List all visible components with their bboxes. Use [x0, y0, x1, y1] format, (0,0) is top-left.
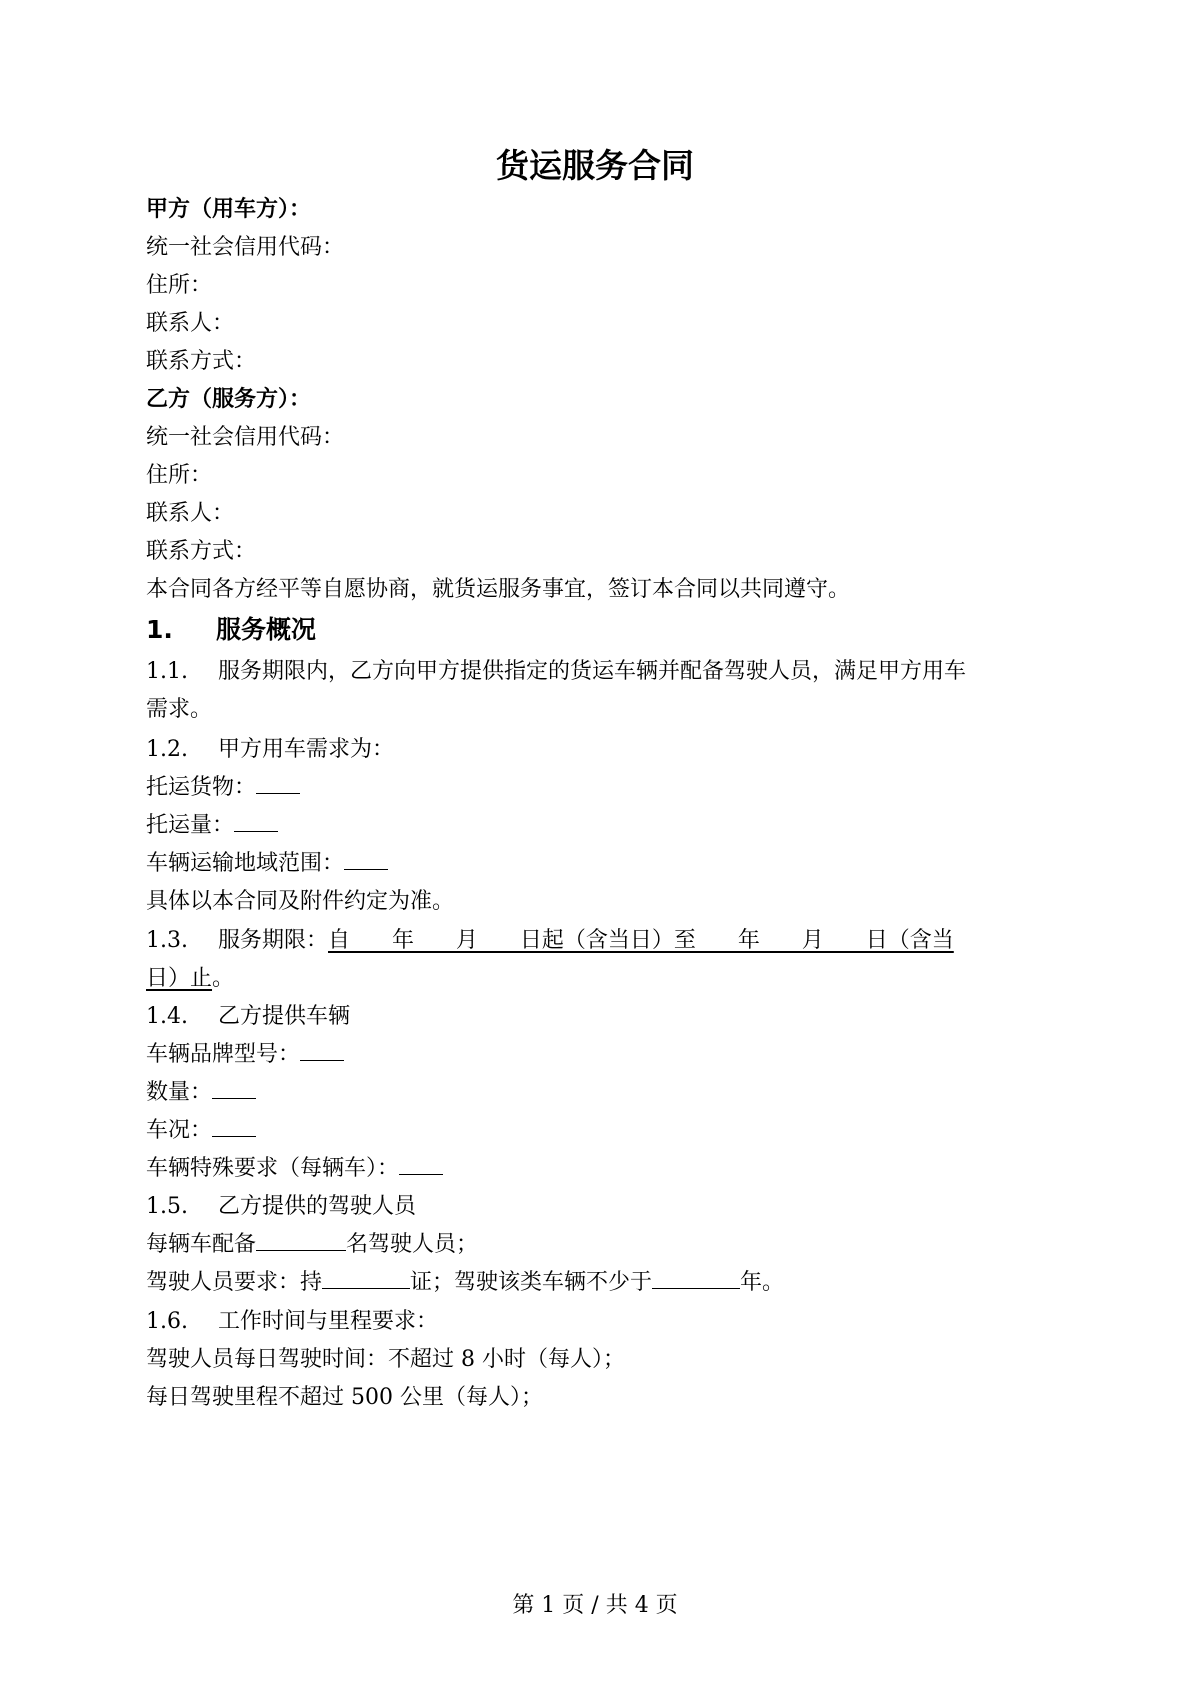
- party-a-address: 住所：: [146, 273, 213, 298]
- section-title: 服务概况: [216, 615, 317, 644]
- party-b-phone: 联系方式：: [146, 539, 257, 564]
- party-b-heading: 乙方（服务方）：: [146, 387, 312, 412]
- clause-1-3: [146, 921, 954, 961]
- field-label: 车辆品牌型号：: [146, 1042, 301, 1067]
- page-number-footer: 第 1 页 / 共 4 页: [512, 1593, 678, 1618]
- fill-blank: [300, 1036, 344, 1061]
- clause-text: 服务期限内，乙方向甲方提供指定的货运车辆并配备驾驶人员，满足甲方用车: [218, 659, 967, 684]
- text-post: 名驾驶人员；: [346, 1232, 479, 1257]
- party-a-heading: 甲方（用车方）：: [146, 197, 312, 222]
- party-a-credit-code: 统一社会信用代码：: [146, 235, 345, 260]
- fill-blank: [344, 845, 388, 870]
- driving-mileage: 每日驾驶里程不超过 500 公里（每人）；: [146, 1385, 543, 1410]
- field-label: 托运量：: [146, 813, 235, 838]
- special-req-field: [146, 1149, 443, 1189]
- clause-text: 甲方用车需求为：: [218, 737, 395, 762]
- text-mid: 证；驾驶该类车辆不少于: [410, 1270, 653, 1295]
- party-a-contact: 联系人：: [146, 311, 235, 336]
- section-number: 1.: [146, 615, 173, 644]
- fill-blank: [652, 1264, 740, 1289]
- fill-blank: [399, 1150, 443, 1175]
- clause-text: 工作时间与里程要求：: [218, 1309, 439, 1334]
- period-end-punct: 。: [212, 966, 235, 991]
- field-label: 车辆运输地域范围：: [146, 851, 345, 876]
- clause-1-3-cont: [146, 959, 234, 999]
- preamble: 本合同各方经平等自愿协商，就货运服务事宜，签订本合同以共同遵守。: [146, 577, 851, 602]
- clause-1-6: [146, 1302, 438, 1342]
- driving-hours: 驾驶人员每日驾驶时间：不超过 8 小时（每人）；: [146, 1347, 625, 1372]
- model-field: [146, 1035, 344, 1075]
- clause-number: 1.2.: [146, 737, 188, 762]
- volume-field: [146, 806, 278, 846]
- clause-number: 1.6.: [146, 1309, 188, 1334]
- fill-blank: [234, 807, 278, 832]
- field-label: 托运货物：: [146, 775, 257, 800]
- region-field: [146, 844, 388, 884]
- text-post: 年。: [740, 1270, 785, 1295]
- page-title: 货运服务合同: [496, 146, 694, 185]
- service-period-end: 日）止: [146, 966, 213, 991]
- field-label: 车况：: [146, 1118, 213, 1143]
- clause-number: 1.3.: [146, 928, 188, 953]
- party-a-phone: 联系方式：: [146, 349, 257, 374]
- clause-number: 1.1.: [146, 659, 188, 684]
- clause-1-1: [146, 652, 966, 692]
- clause-text: 乙方提供车辆: [218, 1004, 351, 1029]
- clause-number: 1.5.: [146, 1194, 188, 1219]
- party-b-contact: 联系人：: [146, 501, 235, 526]
- driver-requirements: [146, 1263, 784, 1303]
- fill-blank: [256, 1226, 346, 1251]
- field-label: 车辆特殊要求（每辆车）：: [146, 1156, 400, 1181]
- clause-1-5: [146, 1187, 416, 1227]
- text-pre: 驾驶人员要求：持: [146, 1270, 323, 1295]
- service-period-text: 自 年 月 日起（含当日）至 年 月 日（含当: [328, 928, 954, 953]
- cargo-field: [146, 768, 300, 808]
- field-label: 数量：: [146, 1080, 213, 1105]
- clause-label: 服务期限：: [218, 928, 329, 953]
- clause-number: 1.4.: [146, 1004, 188, 1029]
- drivers-per-vehicle: [146, 1225, 478, 1265]
- quantity-field: [146, 1073, 256, 1113]
- fill-blank: [212, 1112, 256, 1137]
- fill-blank: [322, 1264, 410, 1289]
- clause-1-2: [146, 730, 394, 770]
- section-1-heading: [146, 610, 316, 650]
- clause-1-1-cont: 需求。: [146, 697, 213, 722]
- clause-1-4: [146, 997, 350, 1037]
- basis-note: 具体以本合同及附件约定为准。: [146, 889, 455, 914]
- party-b-credit-code: 统一社会信用代码：: [146, 425, 345, 450]
- condition-field: [146, 1111, 256, 1151]
- text-pre: 每辆车配备: [146, 1232, 257, 1257]
- party-b-address: 住所：: [146, 463, 213, 488]
- fill-blank: [212, 1074, 256, 1099]
- clause-text: 乙方提供的驾驶人员: [218, 1194, 417, 1219]
- fill-blank: [256, 769, 300, 794]
